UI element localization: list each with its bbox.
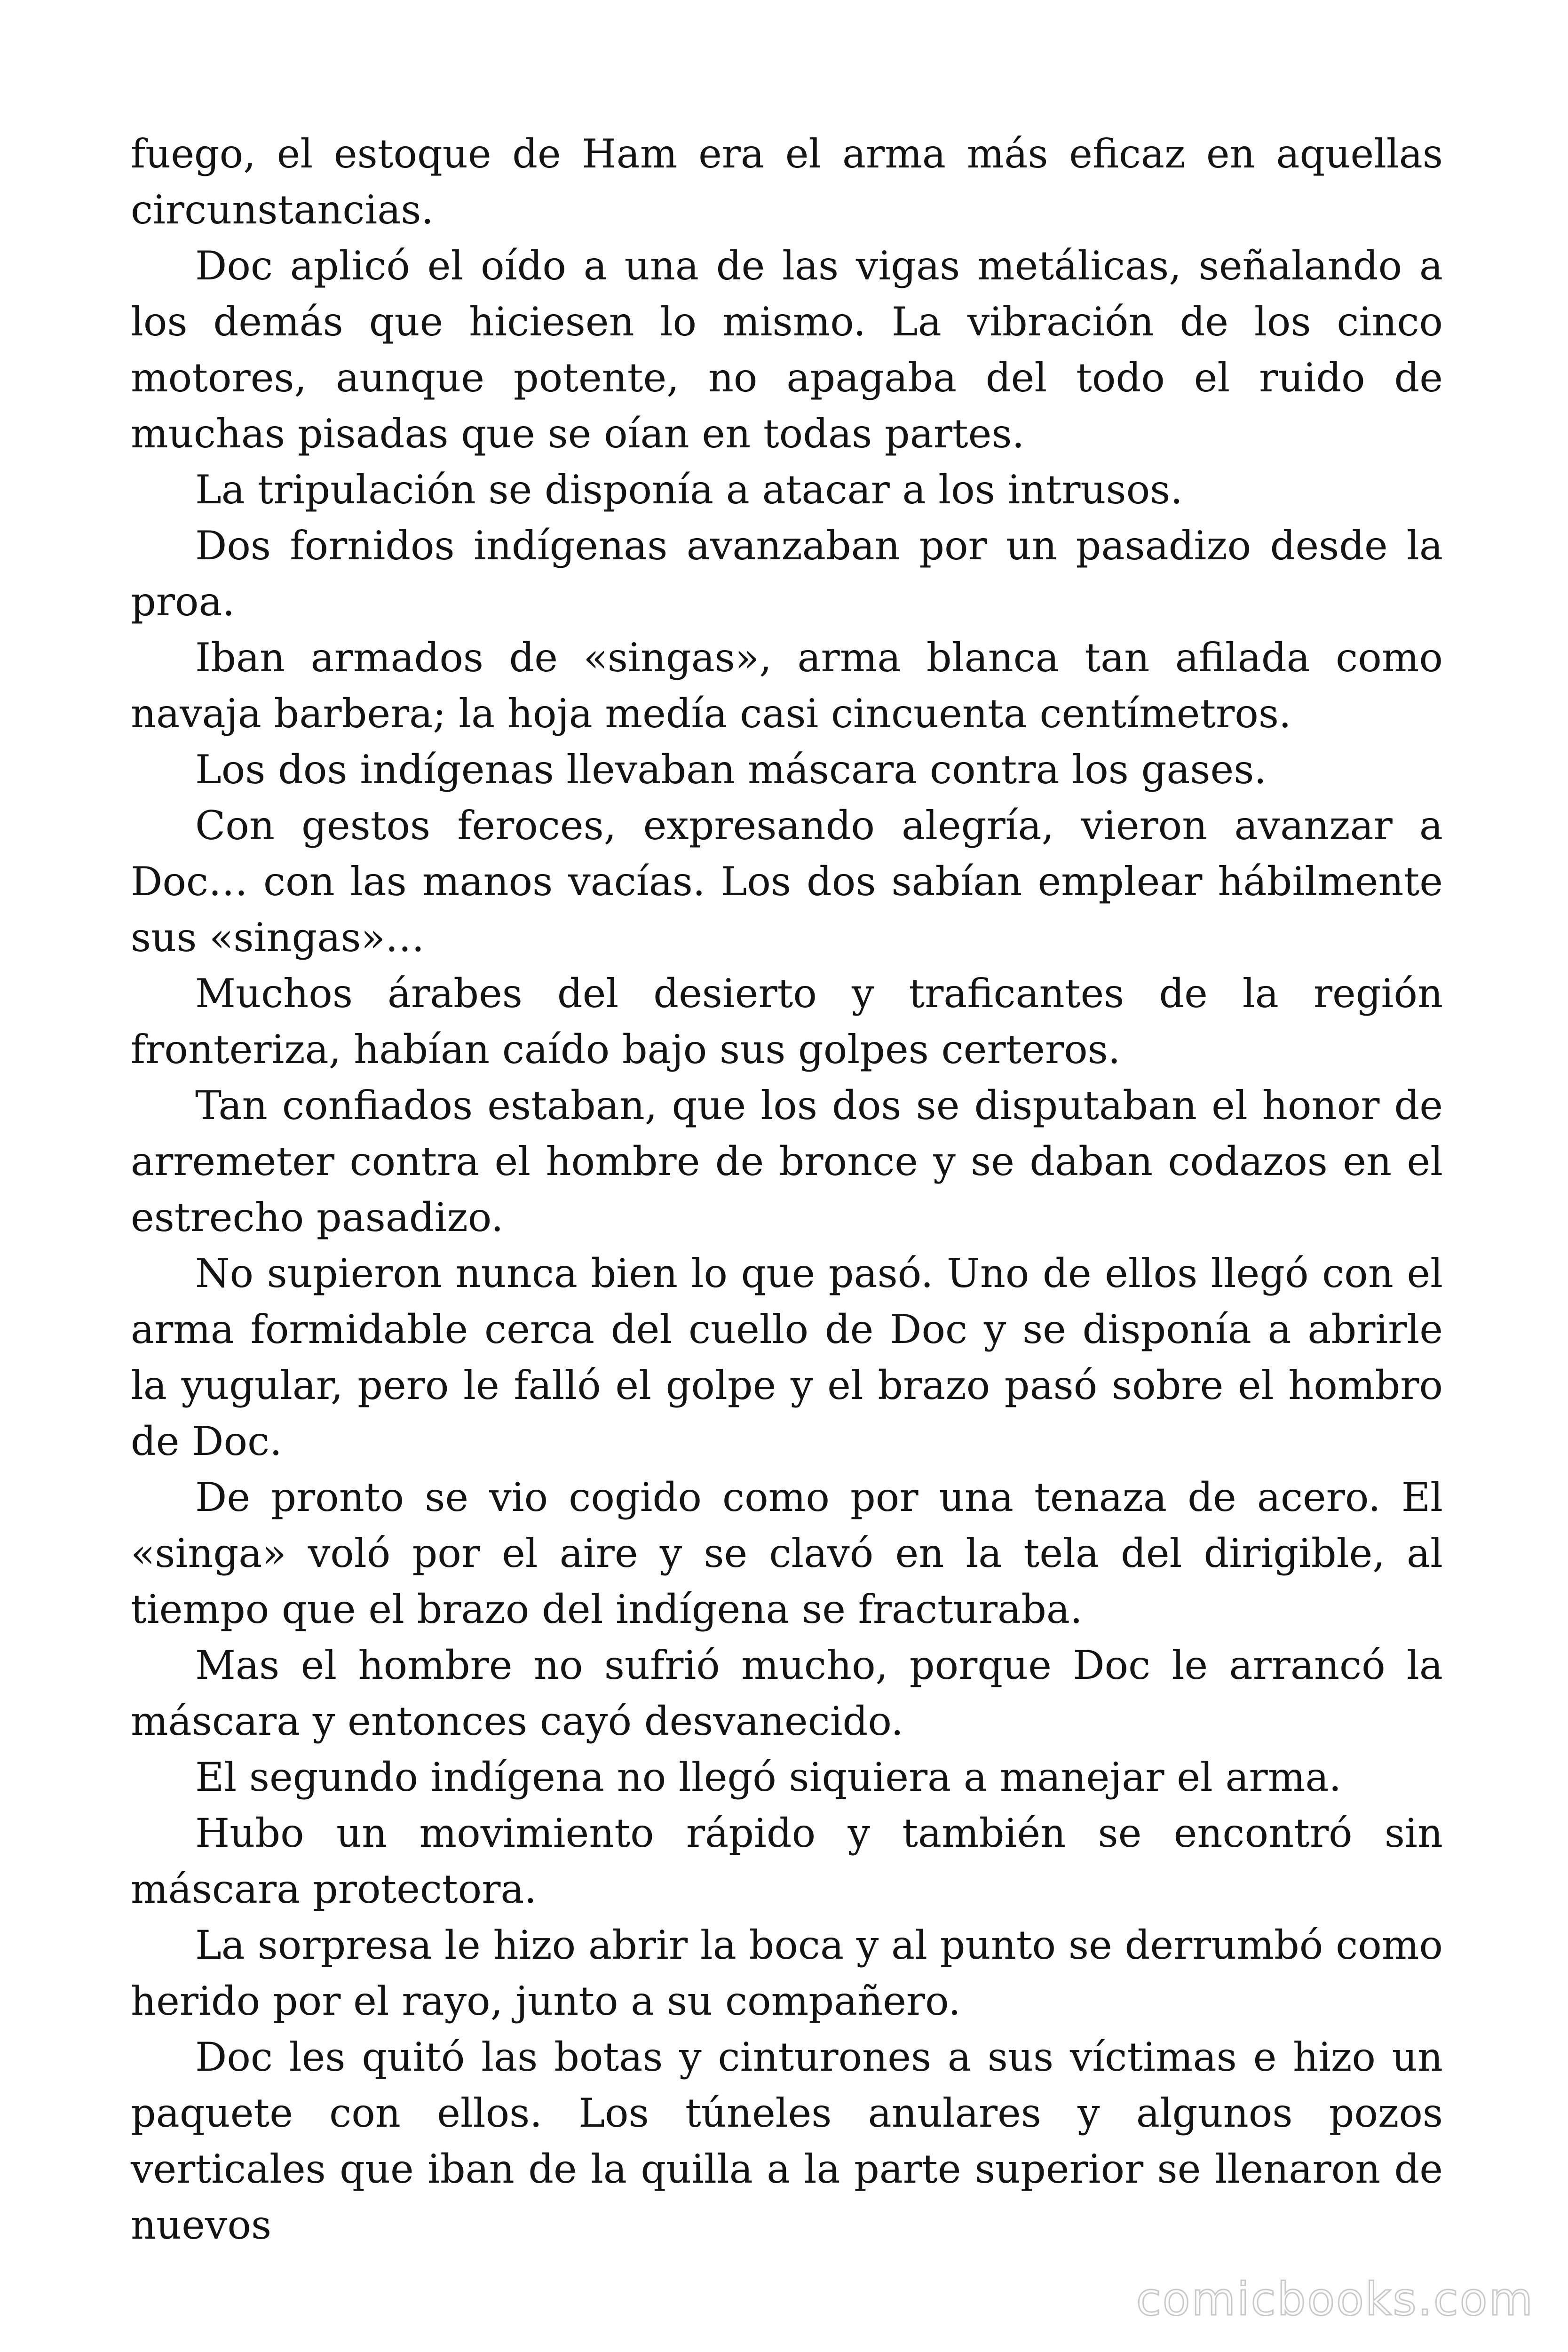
book-page-text bbox=[131, 126, 1443, 2253]
paragraph: Tan confiados estaban, que los dos se disputaban el honor de arremeter contra el hombre de bronce y se daban codazos en el estrecho pasadizo. bbox=[131, 1082, 1443, 1240]
paragraph: La sorpresa le hizo abrir la boca y al punto se derrumbó como herido por el rayo, junto a su compañero. bbox=[131, 1922, 1443, 2024]
paragraph: La tripulación se disponía a atacar a los intrusos. bbox=[195, 467, 1183, 513]
paragraph: fuego, el estoque de Ham era el arma más eficaz en aquellas circunstancias. bbox=[131, 131, 1443, 233]
paragraph: Muchos árabes del desierto y traficantes de la región fronteriza, habían caído bajo sus golpes certeros. bbox=[131, 970, 1443, 1073]
paragraph: Doc aplicó el oído a una de las vigas metálicas, señalando a los demás que hiciesen lo mismo. La vibración de los cinco motores, aunque potente, no apagaba del todo el ruido de muchas pisadas que se oían en todas partes. bbox=[131, 243, 1443, 457]
paragraph: Mas el hombre no sufrió mucho, porque Doc le arrancó la máscara y entonces cayó desvanecido. bbox=[131, 1642, 1443, 1744]
paragraph: El segundo indígena no llegó siquiera a manejar el arma. bbox=[195, 1754, 1342, 1800]
paragraph: Hubo un movimiento rápido y también se encontró sin máscara protectora. bbox=[131, 1810, 1443, 1912]
paragraph: De pronto se vio cogido como por una tenaza de acero. El «singa» voló por el aire y se clavó en la tela del dirigible, al tiempo que el brazo del indígena se fracturaba. bbox=[131, 1474, 1443, 1632]
paragraph: Doc les quitó las botas y cinturones a sus víctimas e hizo un paquete con ellos. Los túneles anulares y algunos pozos verticales que iban de la quilla a la parte superior se llenaron de nuevos bbox=[131, 2034, 1443, 2248]
paragraph: Dos fornidos indígenas avanzaban por un pasadizo desde la proa. bbox=[131, 523, 1443, 625]
paragraph: Los dos indígenas llevaban máscara contra los gases. bbox=[195, 747, 1267, 793]
paragraph: Con gestos feroces, expresando alegría, vieron avanzar a Doc… con las manos vacías. Los dos sabían emplear hábilmente sus «singas»… bbox=[131, 803, 1443, 961]
paragraph: Iban armados de «singas», arma blanca tan afilada como navaja barbera; la hoja medía casi cincuenta centímetros. bbox=[131, 635, 1443, 737]
paragraph: No supieron nunca bien lo que pasó. Uno de ellos llegó con el arma formidable cerca del cuello de Doc y se disponía a abrirle la yugular, pero le falló el golpe y el brazo pasó sobre el hombro de Doc. bbox=[131, 1250, 1443, 1464]
watermark: comicbooks.com bbox=[1136, 2273, 1534, 2326]
